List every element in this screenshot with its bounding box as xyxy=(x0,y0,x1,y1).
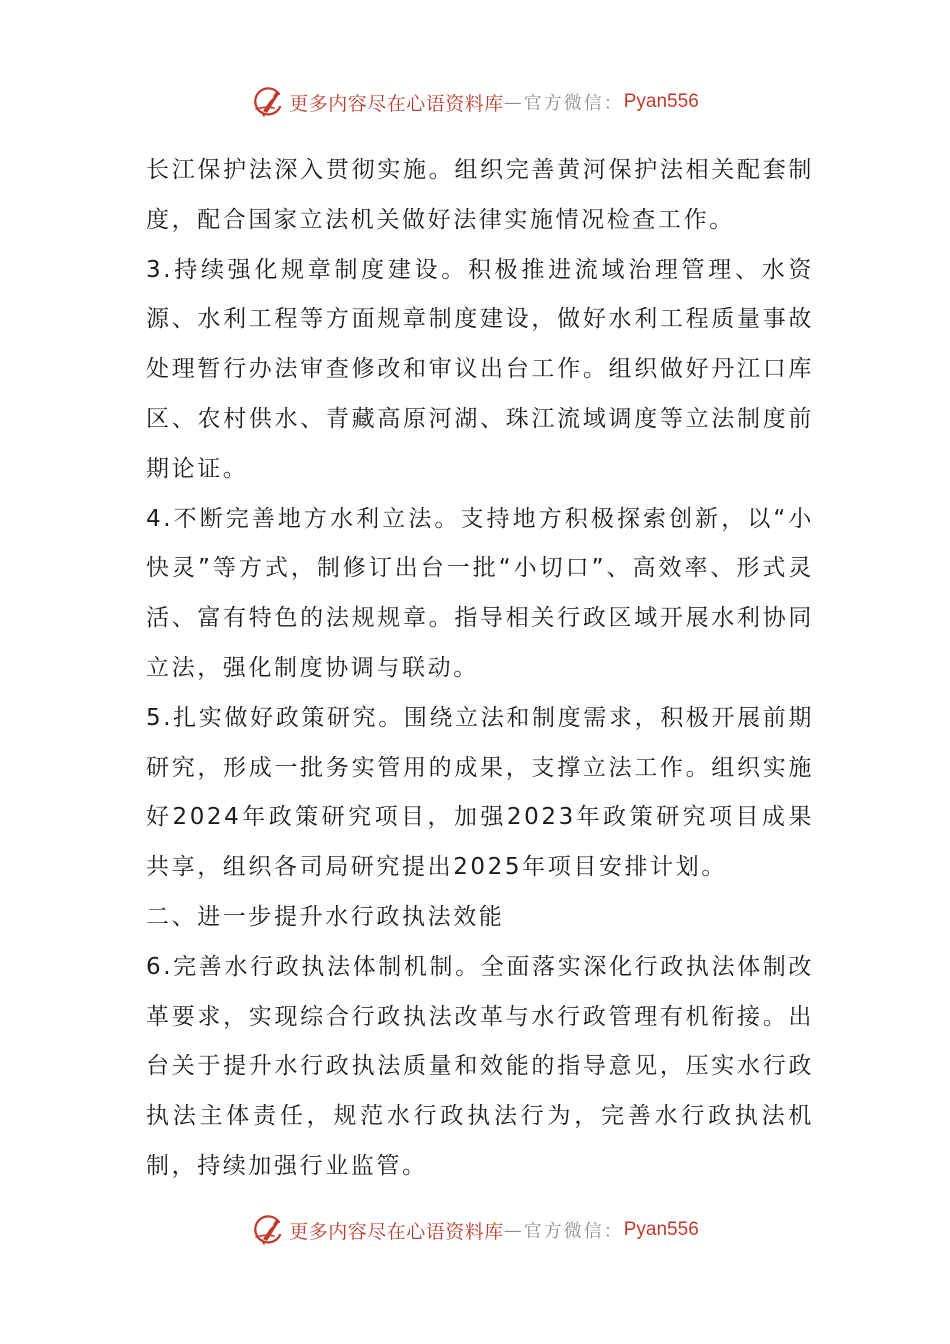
watermark-official-label: 官方微信： xyxy=(523,93,624,114)
body-paragraph: 长江保护法深入贯彻实施。组织完善黄河保护法相关配套制度，配合国家立法机关做好法律实施情况检查工作。 xyxy=(146,157,814,233)
header-watermark xyxy=(0,82,950,122)
section-heading: 二、进一步提升水行政执法效能 xyxy=(146,903,505,930)
pen-nib-circle-icon xyxy=(251,85,285,119)
body-paragraph: 6.完善水行政执法体制机制。全面落实深化行政执法体制改革要求，实现综合行政执法改革与水行政管理有机衔接。出台关于提升水行政执法质量和效能的指导意见，压实水行政执法主体责任，规范水行政执法行为，完善水行政执法机制，持续加强行业监管。 xyxy=(146,953,814,1179)
footer-watermark xyxy=(0,1210,950,1250)
pen-nib-circle-icon xyxy=(251,1213,285,1247)
watermark-wechat-id: Pyan556 xyxy=(623,91,699,112)
watermark-site-text: 更多内容尽在心语资料库 xyxy=(289,1220,504,1243)
document-body xyxy=(146,146,814,1192)
body-paragraph: 4.不断完善地方水利立法。支持地方积极探索创新，以“小快灵”等方式，制修订出台一批“小切口”、高效率、形式灵活、富有特色的法规规章。指导相关行政区域开展水利协同立法，强化制度协调与联动。 xyxy=(146,505,814,681)
watermark-wechat-id: Pyan556 xyxy=(623,1219,699,1240)
body-paragraph: 5.扎实做好政策研究。围绕立法和制度需求，积极开展前期研究，形成一批务实管用的成果，支撑立法工作。组织实施好2024年政策研究项目，加强2023年政策研究项目成果共享，组织各司局研究提出2025年项目安排计划。 xyxy=(146,704,814,881)
body-paragraph: 3.持续强化规章制度建设。积极推进流域治理管理、水资源、水利工程等方面规章制度建设，做好水利工程质量事故处理暂行办法审查修改和审议出台工作。组织做好丹江口库区、农村供水、青藏高原河湖、珠江流域调度等立法制度前期论证。 xyxy=(146,256,814,482)
watermark-official-label: 官方微信： xyxy=(523,1221,624,1242)
watermark-dash: — xyxy=(503,91,524,113)
watermark-site-text: 更多内容尽在心语资料库 xyxy=(289,92,504,115)
watermark-dash: — xyxy=(503,1219,524,1241)
